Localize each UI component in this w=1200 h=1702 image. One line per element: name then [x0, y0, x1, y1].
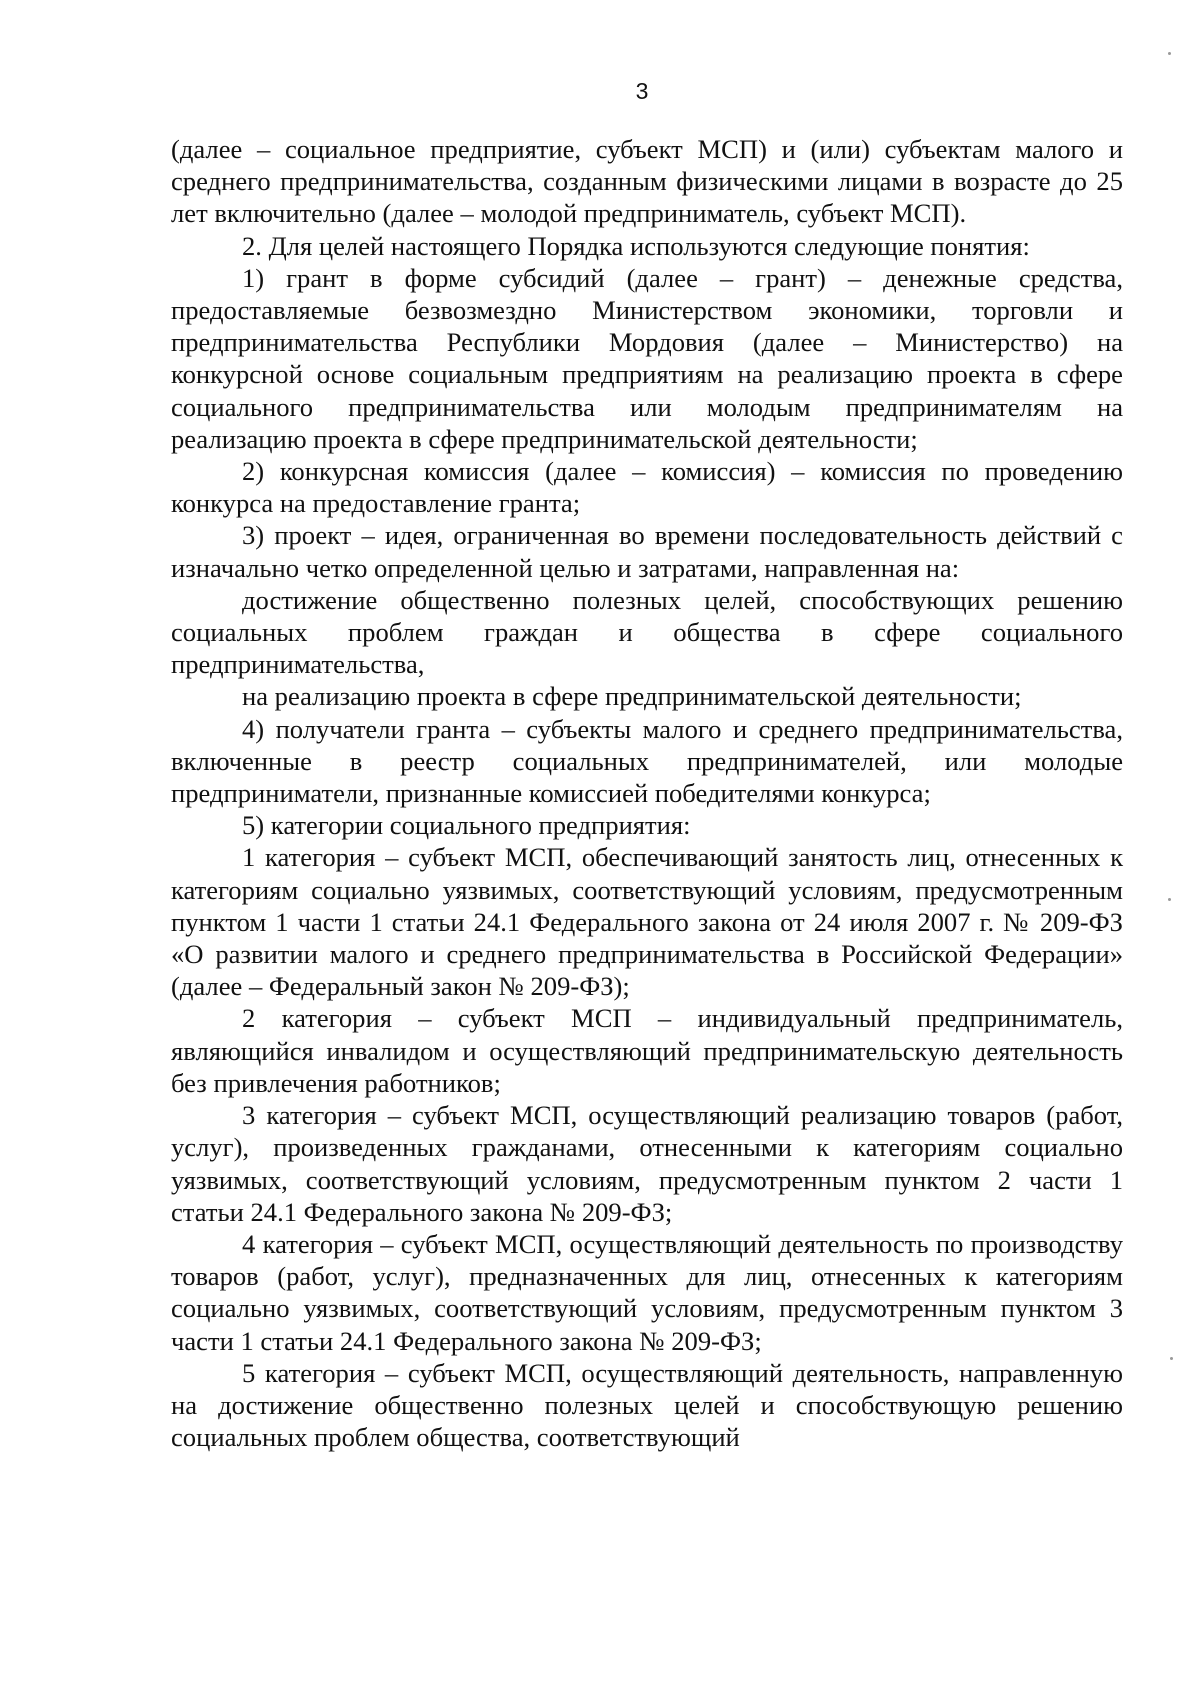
paragraph-continuation: (далее – социальное предприятие, субъект МСП) и (или) субъектам малого и среднего предпринимательства, созданным физическими лицами в возрасте до 25 лет включительно (далее – молодой предприниматель, субъект МСП).: [171, 134, 1123, 229]
paragraph-category-5: 5 категория – субъект МСП, осуществляющий деятельность, направленную на достижение общественно полезных целей и способствующую решению социальных проблем общества, соответствующий: [171, 1357, 1123, 1453]
paragraph-category-4: 4 категория – субъект МСП, осуществляющий деятельность по производству товаров (работ, услуг), предназначенных для лиц, отнесенных к категориям социально уязвимых, соответствующий условиям, предусмотренным пунктом 3 части 1 статьи 24.1 Федерального закона № 209-ФЗ;: [171, 1228, 1123, 1356]
paragraph-section-2: 2. Для целей настоящего Порядка используются следующие понятия:: [242, 230, 1030, 261]
paragraph-term-categories: 5) категории социального предприятия:: [242, 810, 691, 841]
paragraph-term-grant: 1) грант в форме субсидий (далее – грант) – денежные средства, предоставляемые безвозмездно Министерством экономики, торговли и предпринимательства Республики Мордовия (далее – Министерство) на конкурсной основе социальным предприятиям на реализацию проекта в сфере социального предпринимательства или молодым предпринимателям на реализацию проекта в сфере предпринимательской деятельности;: [171, 262, 1123, 454]
paragraph-term-project: 3) проект – идея, ограниченная во времени последовательность действий с изначально четко определенной целью и затратами, направленная на:: [171, 520, 1123, 583]
paragraph-category-1: 1 категория – субъект МСП, обеспечивающий занятость лиц, отнесенных к категориям социально уязвимых, соответствующий условиям, предусмотренным пунктом 1 части 1 статьи 24.1 Федерального закона от 24 июля 2007 г. № 209-ФЗ «О развитии малого и среднего предпринимательства в Российской Федерации» (далее – Федеральный закон № 209-ФЗ);: [171, 842, 1123, 1002]
scan-speck: [1170, 1357, 1173, 1360]
scan-speck: [1168, 898, 1171, 901]
page-number: 3: [635, 78, 649, 104]
paragraph-category-3: 3 категория – субъект МСП, осуществляющий реализацию товаров (работ, услуг), произведенных гражданами, отнесенными к категориям социально уязвимых, соответствующий условиям, предусмотренным пунктом 2 части 1 статьи 24.1 Федерального закона № 209-ФЗ;: [171, 1100, 1123, 1227]
paragraph-project-goal-social: достижение общественно полезных целей, способствующих решению социальных проблем граждан и общества в сфере социального предпринимательства,: [171, 584, 1123, 680]
paragraph-term-recipients: 4) получатели гранта – субъекты малого и среднего предпринимательства, включенные в реестр социальных предпринимателей, или молодые предприниматели, признанные комиссией победителями конкурса;: [171, 713, 1123, 809]
scan-speck: [1168, 52, 1171, 55]
paragraph-category-2: 2 категория – субъект МСП – индивидуальный предприниматель, являющийся инвалидом и осуществляющий предпринимательскую деятельность без привлечения работников;: [171, 1003, 1123, 1098]
paragraph-project-goal-business: на реализацию проекта в сфере предпринимательской деятельности;: [242, 681, 1022, 712]
document-body: [171, 133, 1123, 1453]
paragraph-term-commission: 2) конкурсная комиссия (далее – комиссия) – комиссия по проведению конкурса на предоставление гранта;: [171, 456, 1123, 519]
